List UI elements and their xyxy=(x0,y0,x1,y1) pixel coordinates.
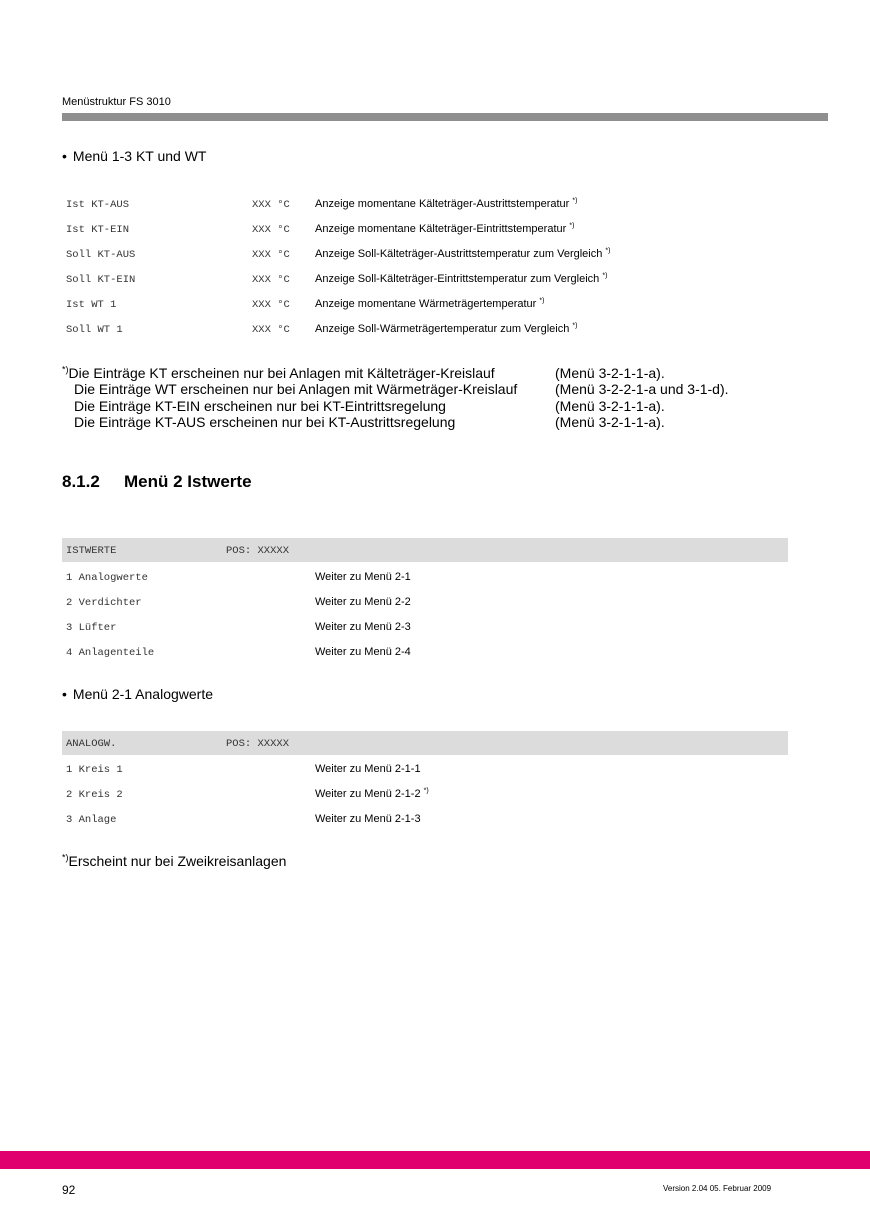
row-description xyxy=(315,198,577,210)
bullet-marker: • xyxy=(62,148,67,164)
row-description-text: Anzeige Soll-Kälteträger-Austrittstemperatur zum Vergleich xyxy=(315,248,603,260)
footnote-mark: *) xyxy=(62,852,69,863)
table-row-name: 2 Verdichter xyxy=(66,597,142,609)
table-row-link-text: Weiter zu Menü 2-1-2 xyxy=(315,788,421,800)
row-value: XXX °C xyxy=(252,249,290,261)
table-row-link xyxy=(315,763,421,775)
footer-accent-bar xyxy=(0,1151,870,1169)
row-description-text: Anzeige momentane Kälteträger-Eintrittstemperatur xyxy=(315,223,567,235)
note-reference: (Menü 3-2-1-1-a). xyxy=(555,414,665,430)
table-header-label: ANALOGW. xyxy=(66,738,117,750)
note-text: Die Einträge KT-EIN erscheinen nur bei KT-Eintrittsregelung xyxy=(74,398,446,414)
table-row-name: 1 Analogwerte xyxy=(66,572,148,584)
note-line xyxy=(62,365,495,381)
menu-2-1-heading xyxy=(62,686,213,702)
bullet-marker: • xyxy=(62,686,67,702)
table-header-row xyxy=(62,538,788,562)
note-text: Die Einträge KT-AUS erscheinen nur bei KT-Austrittsregelung xyxy=(74,414,456,430)
row-description-text: Anzeige momentane Kälteträger-Austrittstemperatur xyxy=(315,198,570,210)
table-row-link-text: Weiter zu Menü 2-1-1 xyxy=(315,763,421,775)
table-row-link: Weiter zu Menü 2-1 xyxy=(315,571,411,583)
table-row-link: Weiter zu Menü 2-3 xyxy=(315,621,411,633)
table-row-link: Weiter zu Menü 2-2 xyxy=(315,596,411,608)
row-value: XXX °C xyxy=(252,274,290,286)
section-number: 8.1.2 xyxy=(62,472,100,491)
version-info: Version 2.04 05. Februar 2009 xyxy=(663,1184,772,1193)
menu-1-3-heading-text: Menü 1-3 KT und WT xyxy=(72,148,207,164)
footnote-text: Erscheint nur bei Zweikreisanlagen xyxy=(68,853,287,869)
menu-1-3-heading xyxy=(62,148,206,164)
row-name: Ist KT-EIN xyxy=(66,224,130,236)
row-description-text: Anzeige Soll-Kälteträger-Eintrittstemperatur zum Vergleich xyxy=(315,273,600,285)
footnote-mark: *) xyxy=(423,787,429,795)
row-value: XXX °C xyxy=(252,299,290,311)
row-description-text: Anzeige Soll-Wärmeträgertemperatur zum Vergleich xyxy=(315,323,570,335)
table-row-link xyxy=(315,788,429,800)
footnote-mark: *) xyxy=(539,297,545,305)
table-row-name: 3 Lüfter xyxy=(66,622,117,634)
row-description-text: Anzeige momentane Wärmeträgertemperatur xyxy=(315,298,537,310)
footnote-mark: *) xyxy=(572,322,578,330)
table-row-link-text: Weiter zu Menü 2-1-3 xyxy=(315,813,421,825)
table-header-position: POS: XXXXX xyxy=(226,545,290,557)
page-header-title: Menüstruktur FS 3010 xyxy=(62,96,171,108)
section-heading xyxy=(62,472,252,492)
row-description xyxy=(315,273,607,285)
row-name: Ist KT-AUS xyxy=(66,199,130,211)
table-header-position: POS: XXXXX xyxy=(226,738,290,750)
table-row-name: 2 Kreis 2 xyxy=(66,789,123,801)
section-title: Menü 2 Istwerte xyxy=(124,472,252,491)
row-description xyxy=(315,298,544,310)
row-value: XXX °C xyxy=(252,324,290,336)
footnote xyxy=(62,853,286,869)
page-number: 92 xyxy=(62,1183,76,1197)
note-reference: (Menü 3-2-1-1-a). xyxy=(555,398,665,414)
note-text: Die Einträge WT erscheinen nur bei Anlagen mit Wärmeträger-Kreislauf xyxy=(74,381,518,397)
footnote-mark: *) xyxy=(602,272,608,280)
row-value: XXX °C xyxy=(252,224,290,236)
note-text: Die Einträge KT erscheinen nur bei Anlagen mit Kälteträger-Kreislauf xyxy=(68,365,495,381)
table-row-name: 3 Anlage xyxy=(66,814,117,826)
row-description xyxy=(315,323,577,335)
row-value: XXX °C xyxy=(252,199,290,211)
header-divider xyxy=(62,113,828,121)
table-row-link xyxy=(315,813,421,825)
row-description xyxy=(315,223,574,235)
table-header-label: ISTWERTE xyxy=(66,545,117,557)
table-row-link: Weiter zu Menü 2-4 xyxy=(315,646,411,658)
table-row-name: 1 Kreis 1 xyxy=(66,764,123,776)
table-header-row xyxy=(62,731,788,755)
menu-2-1-heading-text: Menü 2-1 Analogwerte xyxy=(72,686,213,702)
footnote-mark: *) xyxy=(572,197,578,205)
row-description xyxy=(315,248,610,260)
footnote-mark: *) xyxy=(605,247,611,255)
note-reference: (Menü 3-2-1-1-a). xyxy=(555,365,665,381)
footnote-mark: *) xyxy=(62,364,69,375)
row-name: Ist WT 1 xyxy=(66,299,117,311)
row-name: Soll KT-AUS xyxy=(66,249,136,261)
note-reference: (Menü 3-2-2-1-a und 3-1-d). xyxy=(555,381,729,397)
row-name: Soll KT-EIN xyxy=(66,274,136,286)
row-name: Soll WT 1 xyxy=(66,324,123,336)
table-row-name: 4 Anlagenteile xyxy=(66,647,155,659)
footnote-mark: *) xyxy=(569,222,575,230)
